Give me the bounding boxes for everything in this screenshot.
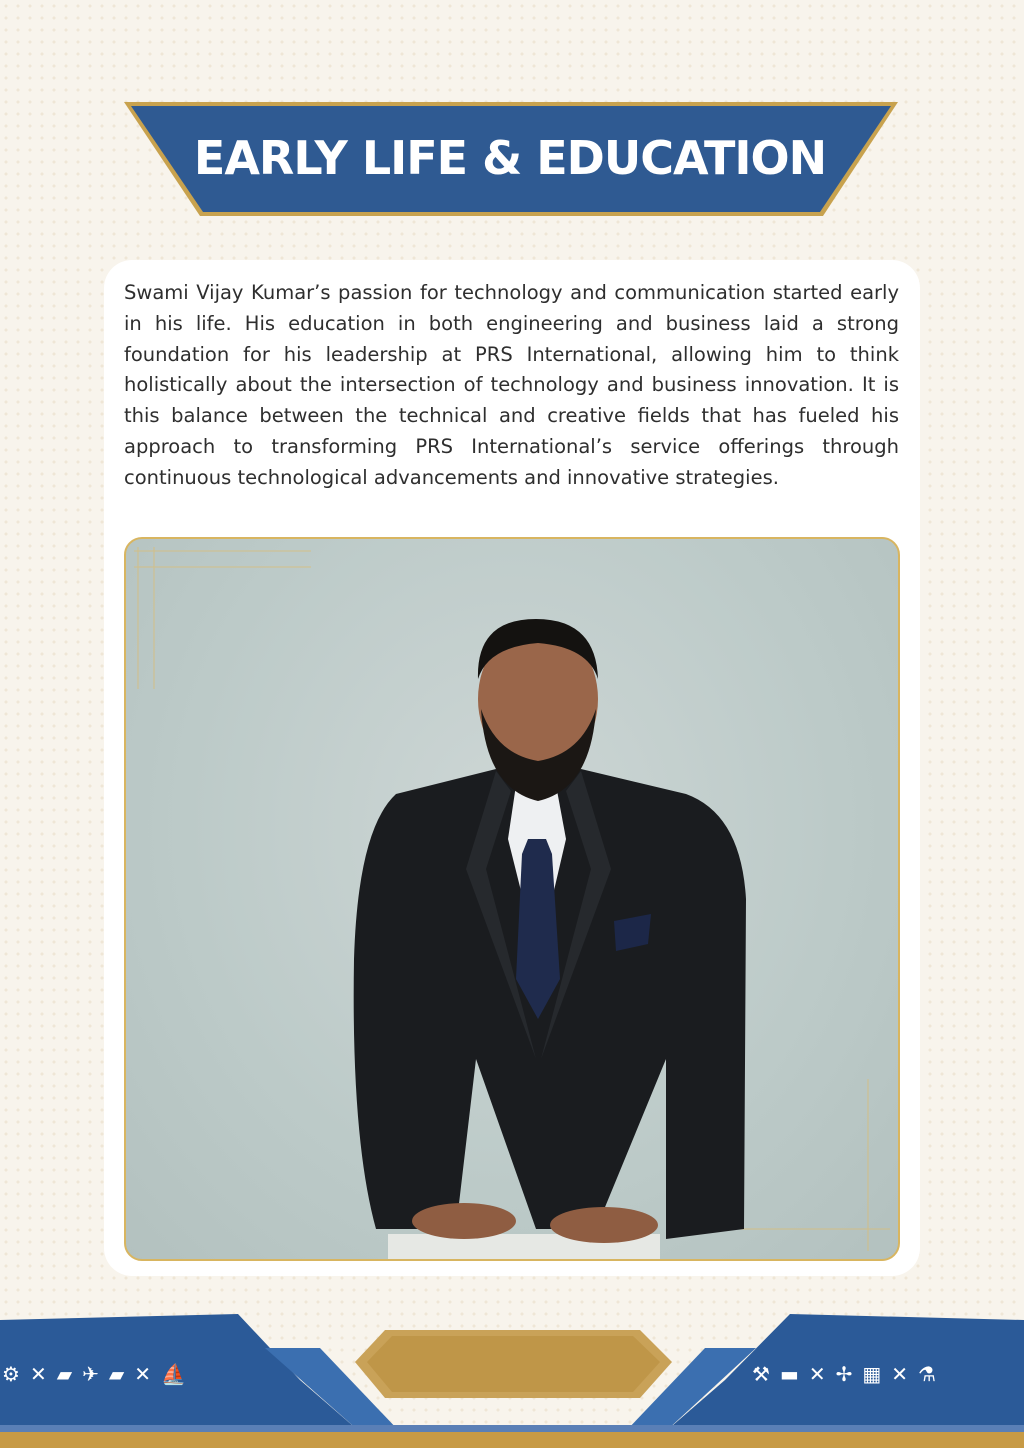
robot-arm-icon: ⚒ — [752, 1362, 770, 1386]
pattern-icon: ✕ — [29, 1362, 47, 1386]
footer-left-icons — [2, 1362, 262, 1386]
solar-panel-icon: ▦ — [862, 1362, 882, 1386]
portrait-photo — [124, 537, 900, 1261]
microscope-icon: ⚗ — [918, 1362, 936, 1386]
pattern-icon: ✕ — [134, 1362, 152, 1386]
car-icon: ▬ — [779, 1362, 799, 1386]
section-title: EARLY LIFE & EDUCATION — [193, 131, 827, 185]
title-banner — [0, 0, 1024, 230]
ship-icon: ⛵ — [161, 1362, 186, 1386]
footer-right-icons — [752, 1362, 1024, 1386]
portrait-illustration — [126, 539, 898, 1259]
pattern-icon: ✕ — [808, 1362, 826, 1386]
body-paragraph: Swami Vijay Kumar’s passion for technology and communication started early in his life. His education in both engineering and business laid a strong foundation for his leadership at PRS International, allowing him to think holistically about the intersection of technology and business innovation. It is this balance between the technical and creative fields that has fueled his approach to transforming PRS International’s service offerings through continuous technological advancements and innovative strategies. — [124, 281, 899, 489]
jet-icon: ✈ — [82, 1362, 99, 1386]
tank-icon: ▰ — [56, 1362, 73, 1386]
tank-icon: ▰ — [108, 1362, 125, 1386]
pattern-icon: ✕ — [891, 1362, 909, 1386]
motorbike-icon: ⚙ — [2, 1362, 20, 1386]
wind-turbine-icon: ✢ — [835, 1362, 853, 1386]
